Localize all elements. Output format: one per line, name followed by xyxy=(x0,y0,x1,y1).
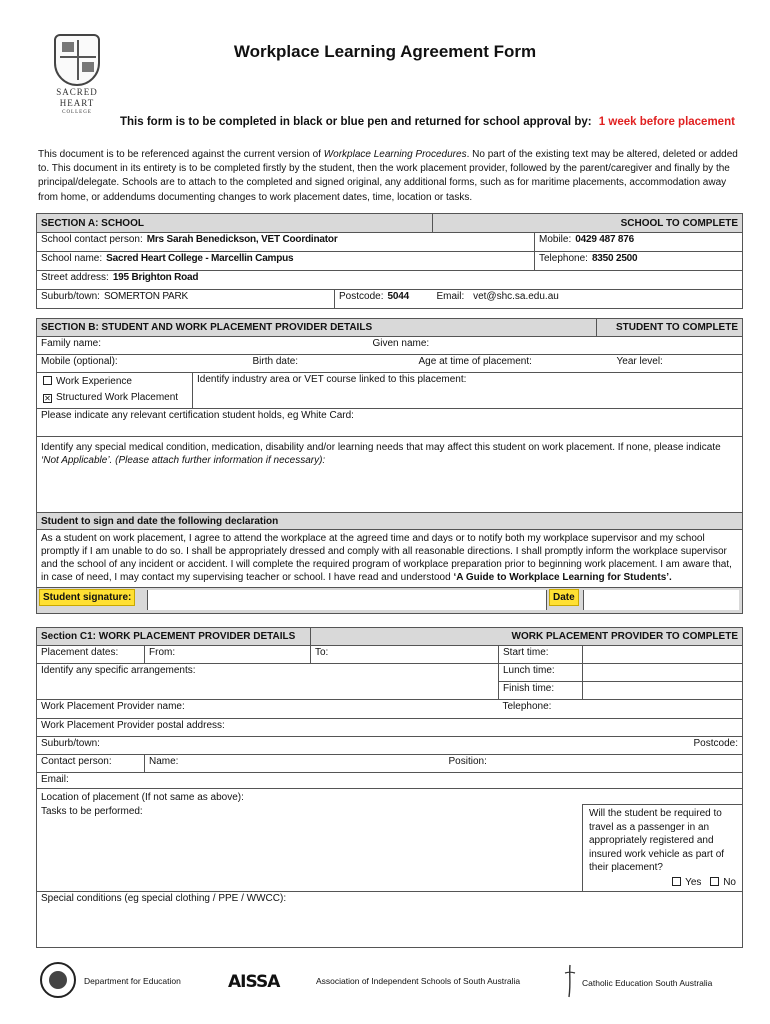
signature-date-field[interactable] xyxy=(583,590,739,610)
from-date-field[interactable] xyxy=(145,646,311,664)
family-name-field[interactable] xyxy=(37,337,369,355)
year-level-label: Year level: xyxy=(616,356,663,367)
checkbox-no-icon[interactable] xyxy=(710,877,719,886)
industry-area-label: Identify industry area or VET course linked to this placement: xyxy=(197,374,467,385)
student-signature-label: Student signature: xyxy=(39,589,135,606)
checkbox-unchecked-icon[interactable] xyxy=(43,376,52,385)
provider-email-label: Email: xyxy=(41,774,69,785)
provider-telephone-field[interactable] xyxy=(499,700,743,719)
school-postcode-field[interactable] xyxy=(335,290,433,309)
passenger-question: Will the student be required to travel as a passenger in an appropriately registered and insured work vehicle as part of their placement? xyxy=(589,808,725,873)
contact-person-label-cell xyxy=(37,755,145,773)
section-b-to-complete: STUDENT TO COMPLETE xyxy=(597,319,743,337)
option-structured-placement-label: Structured Work Placement xyxy=(56,392,179,403)
option-work-experience[interactable] xyxy=(43,374,188,390)
lunch-time-label-cell xyxy=(499,664,583,682)
provider-postal-label: Work Placement Provider postal address: xyxy=(41,720,225,731)
provider-email-field[interactable] xyxy=(37,773,743,789)
to-date-field[interactable] xyxy=(311,646,499,664)
street-address-field[interactable] xyxy=(37,271,743,290)
section-b-table xyxy=(36,318,743,614)
certification-field[interactable] xyxy=(37,409,743,437)
declaration-guide-title: ‘A Guide to Workplace Learning for Students’. xyxy=(453,572,672,583)
declaration-body: As a student on work placement, I agree to attend the workplace at the agreed time and days or to notify both my workplace supervisor and my school promptly if I am unable to do so. I shall be appropriately dressed and comply with all reasonable directions. I shall promptly inform the workplace supervisor and the school of any incident or accident. I will complete the required program of workplace preparation prior to beginning work placement. I am aware that, in case of need, I may contact my supervising teacher or school. I have read and understood xyxy=(41,533,732,583)
intro-part-1: This document is to be referenced against the current version of xyxy=(38,149,324,160)
signature-label-wrap xyxy=(39,592,135,603)
no-label: No xyxy=(723,876,736,888)
section-c1-table xyxy=(36,627,743,948)
age-label: Age at time of placement: xyxy=(418,356,532,367)
contact-position-label: Position: xyxy=(448,756,487,767)
student-mobile-field[interactable] xyxy=(37,355,193,373)
given-name-label: Given name: xyxy=(372,338,430,349)
special-conditions-field[interactable] xyxy=(37,892,743,948)
location-label: Location of placement (If not same as above): xyxy=(41,792,244,803)
page-title: Workplace Learning Agreement Form xyxy=(233,42,537,61)
section-a-title: SECTION A: SCHOOL xyxy=(37,214,433,233)
start-time-field[interactable] xyxy=(583,646,743,664)
provider-postal-field[interactable] xyxy=(37,719,743,737)
lunch-time-label: Lunch time: xyxy=(503,665,555,676)
age-field[interactable] xyxy=(369,355,597,373)
passenger-options xyxy=(589,876,736,890)
contact-name-field[interactable] xyxy=(145,755,499,773)
school-postcode-value: 5044 xyxy=(387,291,409,302)
special-conditions-label: Special conditions (eg special clothing / PPE / WWCC): xyxy=(41,893,287,904)
option-structured-placement[interactable] xyxy=(43,390,188,406)
contact-name-label: Name: xyxy=(149,756,179,767)
school-name-value: Sacred Heart College - Marcellin Campus xyxy=(106,253,294,264)
year-level-field[interactable] xyxy=(597,355,743,373)
school-telephone-label: Telephone: xyxy=(539,253,588,264)
finish-time-field[interactable] xyxy=(583,682,743,700)
provider-suburb-field[interactable] xyxy=(37,737,583,755)
placement-dates-label: Placement dates: xyxy=(41,647,119,658)
catholic-education-name: Catholic Education South Australia xyxy=(582,978,713,988)
provider-postcode-label: Postcode: xyxy=(693,738,738,749)
school-suburb-label: Suburb/town: xyxy=(41,291,100,302)
provider-suburb-label: Suburb/town: xyxy=(41,738,100,749)
school-name-field[interactable] xyxy=(37,252,535,271)
declaration-title: Student to sign and date the following declaration xyxy=(37,513,743,530)
finish-time-label: Finish time: xyxy=(503,683,555,694)
school-suburb-field[interactable] xyxy=(37,290,335,309)
footer xyxy=(36,962,742,1002)
intro-italic: Workplace Learning Procedures xyxy=(323,149,467,160)
provider-postcode-field[interactable] xyxy=(583,737,743,755)
school-name-label: School name: xyxy=(41,253,103,264)
arrangements-field[interactable] xyxy=(37,664,499,700)
placement-type-options xyxy=(37,373,193,409)
industry-area-field[interactable] xyxy=(193,373,743,409)
contact-position-field[interactable] xyxy=(448,755,743,773)
birth-date-label: Birth date: xyxy=(252,356,299,367)
school-contact-label: School contact person: xyxy=(41,234,143,245)
option-work-experience-label: Work Experience xyxy=(56,376,132,387)
medical-needs-label: Identify any special medical condition, medication, disability and/or learning needs that may affect this student on work placement. If none, please indicate xyxy=(41,442,721,453)
finish-time-label-cell xyxy=(499,682,583,700)
school-telephone-field[interactable] xyxy=(535,252,743,271)
street-address-value: 195 Brighton Road xyxy=(112,272,199,283)
to-date-label: To: xyxy=(315,647,329,658)
department-name: Department for Education xyxy=(84,976,181,986)
logo-line-3: COLLEGE xyxy=(62,110,92,115)
instructions-text: This form is to be completed in black or blue pen and returned for school approval by: xyxy=(120,116,592,128)
school-mobile-label: Mobile: xyxy=(539,234,572,245)
catholic-education-cross-icon xyxy=(564,964,576,998)
birth-date-field[interactable] xyxy=(193,355,369,373)
start-time-label: Start time: xyxy=(503,647,549,658)
arrangements-label: Identify any specific arrangements: xyxy=(41,665,196,676)
section-a-table xyxy=(36,213,743,309)
start-time-label-cell xyxy=(499,646,583,664)
family-name-label: Family name: xyxy=(41,338,102,349)
section-b-title: SECTION B: STUDENT AND WORK PLACEMENT PROVIDER DETAILS xyxy=(37,319,597,337)
location-field[interactable] xyxy=(37,789,743,805)
signature-date-label: Date xyxy=(549,589,579,606)
school-email-label: Email: xyxy=(436,291,465,302)
aissa-logo: AISSA xyxy=(228,972,280,992)
given-name-field[interactable] xyxy=(369,337,743,355)
student-signature-field[interactable] xyxy=(147,590,547,610)
declaration-text xyxy=(37,530,743,588)
yes-label: Yes xyxy=(685,876,702,888)
lunch-time-field[interactable] xyxy=(583,664,743,682)
date-label-wrap xyxy=(549,592,579,603)
logo-line-1: SACRED xyxy=(56,87,98,97)
school-email-field[interactable] xyxy=(433,290,743,309)
checkbox-yes-icon[interactable] xyxy=(672,877,681,886)
passenger-question-cell xyxy=(583,805,743,892)
school-contact-value: Mrs Sarah Benedickson, VET Coordinator xyxy=(146,234,338,245)
checkbox-checked-icon[interactable]: ✕ xyxy=(44,394,51,403)
deadline-text: 1 week before placement xyxy=(598,116,735,128)
school-mobile-value: 0429 487 876 xyxy=(575,234,635,245)
provider-telephone-label: Telephone: xyxy=(502,701,552,712)
medical-needs-field[interactable] xyxy=(37,437,743,513)
certification-label: Please indicate any relevant certification student holds, eg White Card: xyxy=(41,410,354,421)
placement-dates-label-cell xyxy=(37,646,145,664)
section-c1-to-complete: WORK PLACEMENT PROVIDER TO COMPLETE xyxy=(311,628,743,646)
tasks-field[interactable] xyxy=(37,805,583,892)
from-date-label: From: xyxy=(149,647,176,658)
aissa-name: Association of Independent Schools of South Australia xyxy=(316,976,521,986)
department-seal-icon xyxy=(40,962,76,998)
tasks-label: Tasks to be performed: xyxy=(41,805,143,817)
school-suburb-value: SOMERTON PARK xyxy=(103,291,189,302)
student-mobile-label: Mobile (optional): xyxy=(41,356,118,367)
signature-row xyxy=(37,588,743,614)
section-c1-title: Section C1: WORK PLACEMENT PROVIDER DETAILS xyxy=(37,628,311,646)
school-mobile-field[interactable] xyxy=(535,233,743,252)
provider-name-field[interactable] xyxy=(37,700,499,719)
section-a-to-complete: SCHOOL TO COMPLETE xyxy=(433,214,743,233)
street-address-label: Street address: xyxy=(41,272,109,283)
contact-person-label: Contact person: xyxy=(41,756,112,767)
provider-name-label: Work Placement Provider name: xyxy=(41,701,185,712)
department-logo xyxy=(40,962,76,998)
logo-line-2: HEART xyxy=(59,98,95,108)
school-contact-field[interactable] xyxy=(37,233,535,252)
school-email-value: vet@shc.sa.edu.au xyxy=(473,291,559,302)
school-postcode-label: Postcode: xyxy=(339,291,384,302)
intro-part-2: . No part of the existing text may be altered, deleted or added to. This document in its entirety is to be completed firstly by the student, then the work placement provider, followed by the parent/caregiver and finally by the principal/delegate. Schools are to attach to the completed and signed original, any additional forms, such as for maritime placements, accommodation away from home, or addendums documenting changes to work placement dates, time, location or tasks. xyxy=(38,149,738,203)
instructions-line xyxy=(120,116,735,128)
intro-paragraph xyxy=(38,148,740,205)
medical-needs-italic: ‘Not Applicable’. (Please attach further information if necessary): xyxy=(41,455,326,466)
school-telephone-value: 8350 2500 xyxy=(591,253,638,264)
